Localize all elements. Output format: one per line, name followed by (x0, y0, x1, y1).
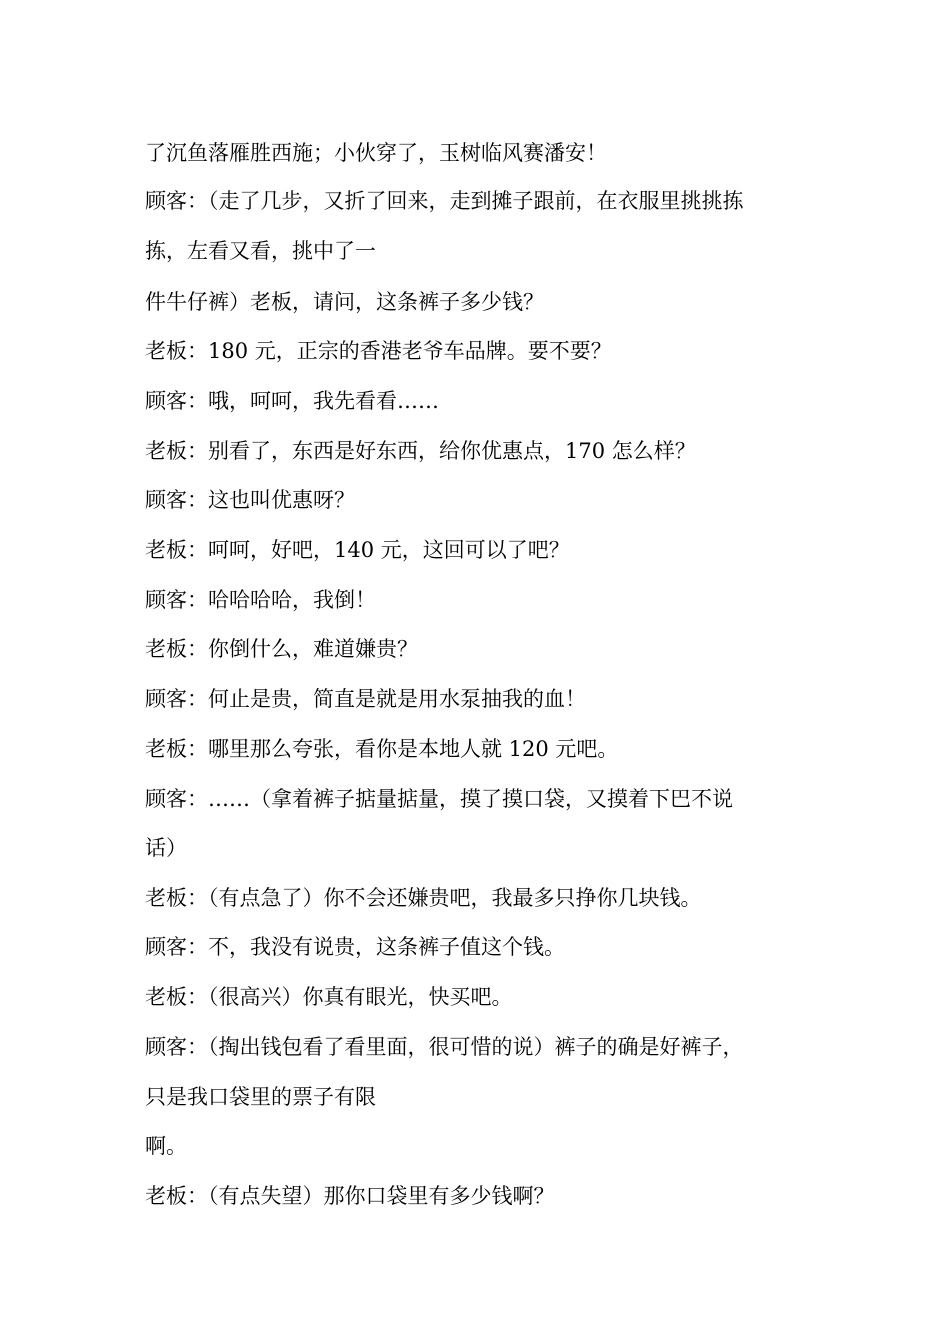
text-line: 老板：你倒什么，难道嫌贵？ (145, 637, 418, 661)
text-line: 顾客：不，我没有说贵，这条裤子值这个钱。 (145, 935, 565, 959)
text-line: 老板：别看了，东西是好东西，给你优惠点，170 怎么样？ (145, 439, 696, 463)
text-line: 顾客：（掏出钱包看了看里面，很可惜的说）裤子的确是好裤子， (145, 1035, 744, 1059)
text-line: 顾客：何止是贵，简直是就是用水泵抽我的血！ (145, 687, 586, 711)
text-line: 顾客：……（拿着裤子掂量掂量，摸了摸口袋，又摸着下巴不说 (145, 787, 733, 811)
text-line: 老板：（有点急了）你不会还嫌贵吧，我最多只挣你几块钱。 (145, 886, 702, 910)
text-line: 老板：呵呵，好吧，140 元，这回可以了吧？ (145, 538, 570, 562)
text-line: 只是我口袋里的票子有限 (145, 1085, 376, 1109)
text-line: 了沉鱼落雁胜西施；小伙穿了，玉树临风赛潘安！ (145, 141, 607, 165)
text-line: 老板：（有点失望）那你口袋里有多少钱啊？ (145, 1184, 555, 1208)
text-line: 啊。 (145, 1134, 187, 1158)
text-line: 件牛仔裤）老板，请问，这条裤子多少钱？ (145, 290, 544, 314)
text-line: 老板：（很高兴）你真有眼光，快买吧。 (145, 985, 513, 1009)
text-line: 话） (145, 836, 187, 860)
text-line: 顾客：哦，呵呵，我先看看…… (145, 389, 439, 413)
text-line: 顾客：（走了几步，又折了回来，走到摊子跟前，在衣服里挑挑拣 (145, 189, 744, 213)
text-line: 顾客：哈哈哈哈，我倒！ (145, 588, 376, 612)
text-line: 老板：哪里那么夸张，看你是本地人就 120 元吧。 (145, 737, 619, 761)
text-line: 老板：180 元，正宗的香港老爷车品牌。要不要？ (145, 339, 612, 363)
text-line: 拣，左看又看，挑中了一 (145, 239, 376, 263)
text-line: 顾客：这也叫优惠呀？ (145, 488, 355, 512)
